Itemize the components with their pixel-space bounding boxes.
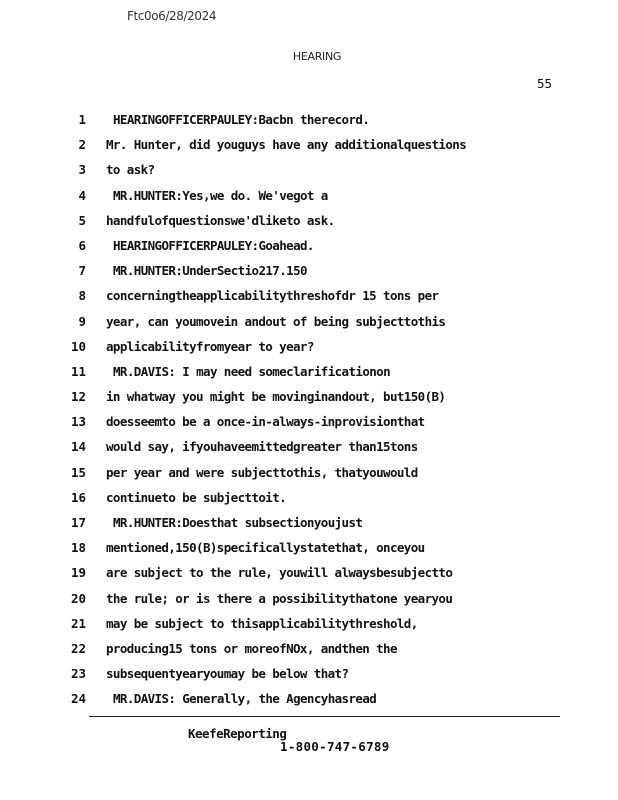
line-text: MR.DAVIS: Generally, the Agencyhasread — [113, 691, 377, 707]
line-number: 9 — [78, 313, 86, 329]
transcript-line — [0, 160, 618, 185]
line-number: 3 — [78, 162, 86, 178]
footer-company: KeefeReporting — [188, 726, 287, 741]
line-text: to ask? — [106, 162, 155, 178]
transcript-line — [0, 186, 618, 211]
transcript-line — [0, 513, 618, 538]
line-text: the rule; or is there a possibilitythatone yearyou — [106, 590, 453, 606]
transcript-line — [0, 614, 618, 639]
line-text: MR.DAVIS: I may need someclarificationon — [113, 363, 391, 379]
transcript-line — [0, 387, 618, 412]
line-text: per year and were subjecttothis, thatyouwould — [106, 464, 418, 480]
line-text: MR.HUNTER:UnderSectio217.150 — [113, 263, 307, 279]
line-number: 16 — [70, 489, 86, 505]
line-number: 22 — [70, 640, 86, 656]
line-number: 24 — [70, 691, 86, 707]
transcript-line — [0, 689, 618, 714]
line-text: HEARINGOFFICERPAULEY:Goahead. — [113, 237, 314, 253]
line-number: 8 — [78, 288, 86, 304]
transcript-line — [0, 488, 618, 513]
line-text: handfulofquestionswe'dliketo ask. — [106, 212, 335, 228]
transcript-line — [0, 211, 618, 236]
line-number: 13 — [70, 414, 86, 430]
page-number: 55 — [537, 76, 553, 91]
line-text: would say, ifyouhaveemittedgreater than15tons — [106, 439, 418, 455]
transcript-line — [0, 563, 618, 588]
line-text: applicabilityfromyear to year? — [106, 338, 314, 354]
line-text: MR.HUNTER:Yes,we do. We'vegot a — [113, 187, 328, 203]
line-number: 7 — [78, 263, 86, 279]
header-date: Ftc0o6/28/2024 — [127, 9, 217, 23]
line-number: 6 — [78, 237, 86, 253]
transcript-line — [0, 538, 618, 563]
transcript-line — [0, 463, 618, 488]
line-text: may be subject to thisapplicabilitythreshold, — [106, 615, 418, 631]
line-text: subsequentyearyoumay be below that? — [106, 666, 349, 682]
line-number: 11 — [70, 363, 86, 379]
transcript-line — [0, 337, 618, 362]
footer-phone: 1-800-747-6789 — [280, 739, 390, 754]
line-number: 5 — [78, 212, 86, 228]
line-number: 19 — [70, 565, 86, 581]
line-number: 15 — [70, 464, 86, 480]
transcript-body — [0, 110, 618, 715]
transcript-line — [0, 412, 618, 437]
transcript-line — [0, 362, 618, 387]
transcript-line — [0, 261, 618, 286]
line-number: 21 — [70, 615, 86, 631]
transcript-line — [0, 110, 618, 135]
line-number: 14 — [70, 439, 86, 455]
line-text: concerningtheapplicabilitythreshofdr 15 tons per — [106, 288, 439, 304]
line-text: continueto be subjecttoit. — [106, 489, 287, 505]
line-text: in whatway you might be movinginandout, but150(B) — [106, 389, 446, 405]
transcript-line — [0, 312, 618, 337]
line-number: 23 — [70, 666, 86, 682]
transcript-line — [0, 664, 618, 689]
transcript-line — [0, 236, 618, 261]
transcript-line — [0, 286, 618, 311]
line-number: 18 — [70, 540, 86, 556]
line-text: are subject to the rule, youwill alwaysbesubjectto — [106, 565, 453, 581]
line-number: 10 — [70, 338, 86, 354]
line-number: 4 — [78, 187, 86, 203]
transcript-line — [0, 639, 618, 664]
line-number: 2 — [78, 137, 86, 153]
line-text: HEARINGOFFICERPAULEY:Bacbn therecord. — [113, 112, 370, 127]
line-text: MR.HUNTER:Doesthat subsectionyoujust — [113, 515, 363, 530]
line-number: 12 — [70, 389, 86, 405]
transcript-line — [0, 437, 618, 462]
line-number: 1 — [78, 112, 86, 127]
page-title: HEARING — [292, 50, 342, 63]
line-text: mentioned,150(B)specificallystatethat, onceyou — [106, 540, 425, 556]
line-text: doesseemto be a once-in-always-inprovisionthat — [106, 414, 425, 430]
transcript-line — [0, 135, 618, 160]
line-text: Mr. Hunter, did youguys have any additionalquestions — [106, 137, 467, 153]
footer-divider — [89, 716, 560, 717]
line-number: 20 — [70, 590, 86, 606]
line-text: year, can youmovein andout of being subjecttothis — [106, 313, 446, 329]
line-text: producing15 tons or moreofNOx, andthen the — [106, 640, 397, 656]
line-number: 17 — [70, 515, 86, 530]
transcript-line — [0, 589, 618, 614]
